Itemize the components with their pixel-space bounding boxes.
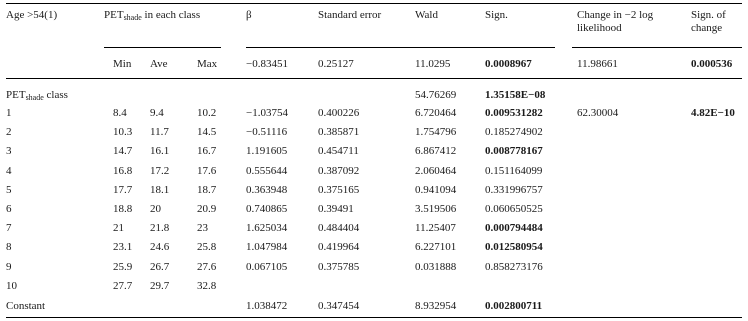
header-wald: Wald bbox=[415, 9, 438, 21]
class-row-1-signchange: 4.82E−10 bbox=[691, 107, 735, 119]
class-row-1-min: 8.4 bbox=[113, 107, 127, 119]
class-row-2-min: 10.3 bbox=[113, 126, 133, 138]
class-row-1-max: 10.2 bbox=[197, 107, 217, 119]
header-sign: Sign. bbox=[485, 9, 508, 21]
class-row-10-min: 27.7 bbox=[113, 280, 133, 292]
class-row-4-beta: 0.555644 bbox=[246, 165, 288, 177]
class-row-10-ave: 29.7 bbox=[150, 280, 170, 292]
class-row-3-se: 0.454711 bbox=[318, 145, 359, 157]
constant-beta: 1.038472 bbox=[246, 300, 288, 312]
class-row-4-min: 16.8 bbox=[113, 165, 133, 177]
class-row-1-ave: 9.4 bbox=[150, 107, 164, 119]
class-row-8-se: 0.419964 bbox=[318, 241, 360, 253]
class-row-3-ave: 16.1 bbox=[150, 145, 170, 157]
header-pet-prefix: PET bbox=[104, 9, 124, 21]
class-row-1-cls: 1 bbox=[6, 107, 12, 119]
change-group-rule bbox=[572, 47, 742, 48]
class-row-9-wald: 0.031888 bbox=[415, 261, 457, 273]
class-row-6-min: 18.8 bbox=[113, 203, 133, 215]
header-pet-suffix: in each class bbox=[141, 9, 201, 21]
class-row-6-se: 0.39491 bbox=[318, 203, 354, 215]
class-row-4-max: 17.6 bbox=[197, 165, 217, 177]
bottom-rule bbox=[6, 317, 742, 318]
constant-sign: 0.002800711 bbox=[485, 300, 543, 312]
class-row-7-se: 0.484404 bbox=[318, 222, 360, 234]
class-row-7-cls: 7 bbox=[6, 222, 12, 234]
class-row-4-se: 0.387092 bbox=[318, 165, 360, 177]
class-row-9-cls: 9 bbox=[6, 261, 12, 273]
pet-group-rule bbox=[104, 47, 221, 48]
class-row-8-cls: 8 bbox=[6, 241, 12, 253]
class-row-7-min: 21 bbox=[113, 222, 124, 234]
class-row-9-sign: 0.858273176 bbox=[485, 261, 543, 273]
class-row-4-ave: 17.2 bbox=[150, 165, 170, 177]
class-row-7-beta: 1.625034 bbox=[246, 222, 288, 234]
constant-wald: 8.932954 bbox=[415, 300, 457, 312]
class-row-5-wald: 0.941094 bbox=[415, 184, 457, 196]
class-row-2-beta: −0.51116 bbox=[246, 126, 288, 138]
class-header-wald: 54.76269 bbox=[415, 89, 457, 101]
class-header-prefix: PET bbox=[6, 89, 26, 101]
class-row-5-ave: 18.1 bbox=[150, 184, 170, 196]
class-row-5-cls: 5 bbox=[6, 184, 12, 196]
class-row-6-cls: 6 bbox=[6, 203, 12, 215]
class-row-5-min: 17.7 bbox=[113, 184, 133, 196]
class-row-9-ave: 26.7 bbox=[150, 261, 170, 273]
constant-label: Constant bbox=[6, 300, 46, 312]
class-row-2-sign: 0.185274902 bbox=[485, 126, 543, 138]
class-row-1-wald: 6.720464 bbox=[415, 107, 457, 119]
class-row-3-max: 16.7 bbox=[197, 145, 217, 157]
header-max: Max bbox=[197, 58, 218, 70]
header-min: Min bbox=[113, 58, 132, 70]
class-row-1-se: 0.400226 bbox=[318, 107, 360, 119]
class-row-8-sign: 0.012580954 bbox=[485, 241, 543, 253]
class-row-8-min: 23.1 bbox=[113, 241, 133, 253]
header-beta: β bbox=[246, 9, 252, 21]
class-row-6-max: 20.9 bbox=[197, 203, 217, 215]
class-row-6-ave: 20 bbox=[150, 203, 161, 215]
class-row-8-beta: 1.047984 bbox=[246, 241, 288, 253]
header-age-label: Age >54(1) bbox=[6, 9, 58, 21]
class-row-2-ave: 11.7 bbox=[150, 126, 169, 138]
age-beta: −0.83451 bbox=[246, 58, 288, 70]
class-header-sign: 1.35158E−08 bbox=[485, 89, 546, 101]
header-pet-sub: shade bbox=[123, 13, 142, 22]
class-row-5-beta: 0.363948 bbox=[246, 184, 288, 196]
class-row-8-ave: 24.6 bbox=[150, 241, 170, 253]
top-rule bbox=[6, 3, 742, 4]
class-row-8-wald: 6.227101 bbox=[415, 241, 457, 253]
header-bottom-rule bbox=[6, 78, 742, 79]
class-header-sub: shade bbox=[25, 93, 44, 102]
constant-se: 0.347454 bbox=[318, 300, 360, 312]
class-row-10-cls: 10 bbox=[6, 280, 17, 292]
class-row-3-beta: 1.191605 bbox=[246, 145, 288, 157]
class-row-1-change: 62.30004 bbox=[577, 107, 619, 119]
age-sign: 0.0008967 bbox=[485, 58, 532, 70]
class-row-9-beta: 0.067105 bbox=[246, 261, 288, 273]
class-row-3-min: 14.7 bbox=[113, 145, 133, 157]
class-row-4-sign: 0.151164099 bbox=[485, 165, 543, 177]
class-row-5-max: 18.7 bbox=[197, 184, 217, 196]
class-row-9-max: 27.6 bbox=[197, 261, 217, 273]
class-row-2-max: 14.5 bbox=[197, 126, 217, 138]
class-row-2-se: 0.385871 bbox=[318, 126, 360, 138]
age-signchange: 0.000536 bbox=[691, 58, 733, 70]
header-standard-error: Standard error bbox=[318, 9, 382, 21]
header-signchange-line2: change bbox=[691, 22, 723, 34]
age-se: 0.25127 bbox=[318, 58, 354, 70]
class-row-4-cls: 4 bbox=[6, 165, 12, 177]
class-header-label bbox=[6, 89, 68, 102]
class-row-6-wald: 3.519506 bbox=[415, 203, 457, 215]
class-row-3-sign: 0.008778167 bbox=[485, 145, 543, 157]
age-change: 11.98661 bbox=[577, 58, 618, 70]
class-row-9-min: 25.9 bbox=[113, 261, 133, 273]
class-row-7-ave: 21.8 bbox=[150, 222, 170, 234]
class-row-2-cls: 2 bbox=[6, 126, 12, 138]
class-row-9-se: 0.375785 bbox=[318, 261, 360, 273]
class-row-5-sign: 0.331996757 bbox=[485, 184, 543, 196]
class-row-1-sign: 0.009531282 bbox=[485, 107, 543, 119]
class-row-10-max: 32.8 bbox=[197, 280, 217, 292]
header-pet-in-each-class bbox=[104, 9, 200, 22]
class-row-3-wald: 6.867412 bbox=[415, 145, 457, 157]
class-row-2-wald: 1.754796 bbox=[415, 126, 457, 138]
stats-group-rule bbox=[246, 47, 555, 48]
class-row-6-beta: 0.740865 bbox=[246, 203, 288, 215]
class-row-4-wald: 2.060464 bbox=[415, 165, 457, 177]
class-row-6-sign: 0.060650525 bbox=[485, 203, 543, 215]
class-row-1-beta: −1.03754 bbox=[246, 107, 288, 119]
header-change-line2: likelihood bbox=[577, 22, 622, 34]
age-wald: 11.0295 bbox=[415, 58, 451, 70]
class-row-5-se: 0.375165 bbox=[318, 184, 360, 196]
class-row-3-cls: 3 bbox=[6, 145, 12, 157]
class-row-7-sign: 0.000794484 bbox=[485, 222, 543, 234]
header-signchange-line1: Sign. of bbox=[691, 9, 726, 21]
class-row-8-max: 25.8 bbox=[197, 241, 217, 253]
class-row-7-wald: 11.25407 bbox=[415, 222, 456, 234]
class-row-7-max: 23 bbox=[197, 222, 208, 234]
header-change-line1: Change in −2 log bbox=[577, 9, 654, 21]
header-ave: Ave bbox=[150, 58, 168, 70]
class-header-suffix: class bbox=[43, 89, 68, 101]
